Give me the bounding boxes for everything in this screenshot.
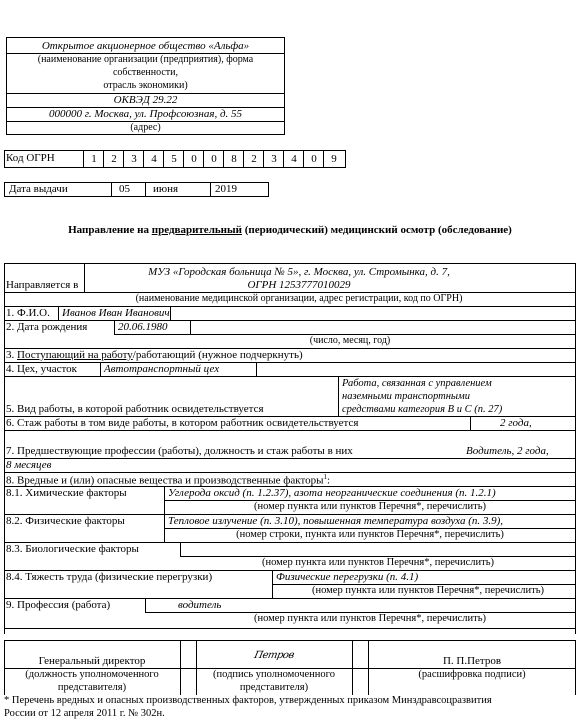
sent-to-value-line-2: ОГРН 1253777010029 [247,279,351,291]
position-caption-line-2: представителя) [57,682,127,693]
issue-year: 2019 [215,183,237,195]
org-caption-line-2: собственности, [112,67,179,78]
address-value: 000000 г. Москва, ул. Профсоюзная, д. 55 [48,108,243,120]
labor-intensity-label: 8.4. Тяжесть труда (физические перегрузки) [6,571,213,583]
ogrn-digit-cell: 0 [183,151,204,167]
sent-to-caption: (наименование медицинской организации, адрес регистрации, код по ОГРН) [135,293,463,304]
previous-jobs-label: 7. Предшествующие профессии (работы), должность и стаж работы в них [6,445,353,457]
ogrn-digit-cell: 4 [283,151,304,167]
document-title: Направление на предварительный (периодический) медицинский осмотр (обследование) [68,224,512,236]
labor-intensity-caption: (номер пункта или пунктов Перечня*, перечислить) [312,585,544,596]
workshop-label: 4. Цех, участок [6,363,77,375]
biological-factors-label: 8.3. Биологические факторы [6,543,139,555]
work-type-value-line-2: наземными транспортными [342,391,470,402]
org-name: Открытое акционерное общество «Альфа» [41,40,250,52]
footnote-line-2: России от 12 апреля 2011 г. № 302н. [4,708,165,719]
ogrn-digit-cell: 3 [263,151,284,167]
ogrn-digit-cell: 3 [123,151,144,167]
dob-label: 2. Дата рождения [6,321,88,333]
position-value: Генеральный директор [38,655,146,667]
issue-day: 05 [119,183,130,195]
ogrn-digit-cell: 2 [243,151,264,167]
ogrn-digit-cell: 2 [103,151,124,167]
biological-factors-caption: (номер пункта или пунктов Перечня*, перечислить) [262,557,494,568]
name-value: П. П.Петров [442,655,502,667]
dob-value: 20.06.1980 [118,321,168,333]
issue-month: июня [153,183,179,195]
ogrn-row [4,150,346,168]
dob-caption: (число, месяц, год) [309,335,391,346]
issue-date-row [4,182,269,197]
ogrn-digit-cell: 4 [143,151,164,167]
signature-caption-line-2: представителя) [239,682,309,693]
profession-value: водитель [178,599,222,611]
work-type-label: 5. Вид работы, в которой работник освидетельствуется [6,403,264,415]
ogrn-digit-cell: 0 [203,151,224,167]
physical-factors-value: Тепловое излучение (п. 3.10), повышенная температура воздуха (п. 3.9), [168,515,504,527]
experience-value: 2 года, [500,417,532,429]
profession-caption: (номер пункта или пунктов Перечня*, перечислить) [254,613,486,624]
chemical-factors-value: Углерода оксид (п. 1.2.37), азота неорганические соединения (п. 1.2.1) [168,487,496,499]
address-caption: (адрес) [130,122,161,133]
sent-to-label: Направляется в [6,279,79,291]
labor-intensity-value: Физические перегрузки (п. 4.1) [276,571,419,583]
experience-label: 6. Стаж работы в том виде работы, в котором работник освидетельствуется [6,417,359,429]
previous-jobs-value-2: 8 месяцев [6,459,52,471]
fio-label: 1. Ф.И.О. [6,307,50,319]
chemical-factors-label: 8.1. Химические факторы [6,487,127,499]
work-type-value-line-3: средствами категория В и С (п. 27) [342,404,503,415]
hazards-label: 8. Вредные и (или) опасные вещества и производственные факторы$^1$: [6,473,331,487]
workshop-value: Автотранспортный цех [104,363,220,375]
physical-factors-label: 8.2. Физические факторы [6,515,125,527]
sent-to-value-line-1: МУЗ «Городская больница № 5», г. Москва, ул. Стромынка, д. 7, [148,266,450,278]
ogrn-label: Код ОГРН [6,152,55,164]
profession-label: 9. Профессия (работа) [6,599,111,611]
ogrn-digit-cell: 8 [223,151,244,167]
position-caption-line-1: (должность уполномоченного [25,669,159,680]
signature-caption-line-1: (подпись уполномоченного [213,669,335,680]
ogrn-digit-cell: 1 [83,151,104,167]
item3-employment-status: 3. Поступающий на работу/работающий (нужное подчеркнуть) [6,349,303,361]
work-type-value-line-1: Работа, связанная с управлением [342,378,492,389]
ogrn-digit-cell: 9 [323,151,344,167]
org-caption-line-3: отрасль экономики) [103,80,188,91]
ogrn-digit-cell: 0 [303,151,324,167]
org-caption-line-1: (наименование организации (предприятия), форма [37,54,254,65]
physical-factors-caption: (номер строки, пункта или пунктов Перечня*, перечислить) [236,529,504,540]
name-caption: (расшифровка подписи) [418,669,526,680]
okved: ОКВЭД 29.22 [113,94,178,106]
issue-date-label: Дата выдачи [9,183,68,195]
ogrn-digit-cell: 5 [163,151,184,167]
footnote-line-1: * Перечень вредных и опасных производственных факторов, утвержденных приказом Минздравсоцразвития [4,695,492,706]
chemical-factors-caption: (номер пункта или пунктов Перечня*, перечислить) [254,501,486,512]
handwritten-signature: Петров [253,650,295,661]
previous-jobs-value: Водитель, 2 года, [466,445,549,457]
fio-value: Иванов Иван Иванович [62,307,170,319]
